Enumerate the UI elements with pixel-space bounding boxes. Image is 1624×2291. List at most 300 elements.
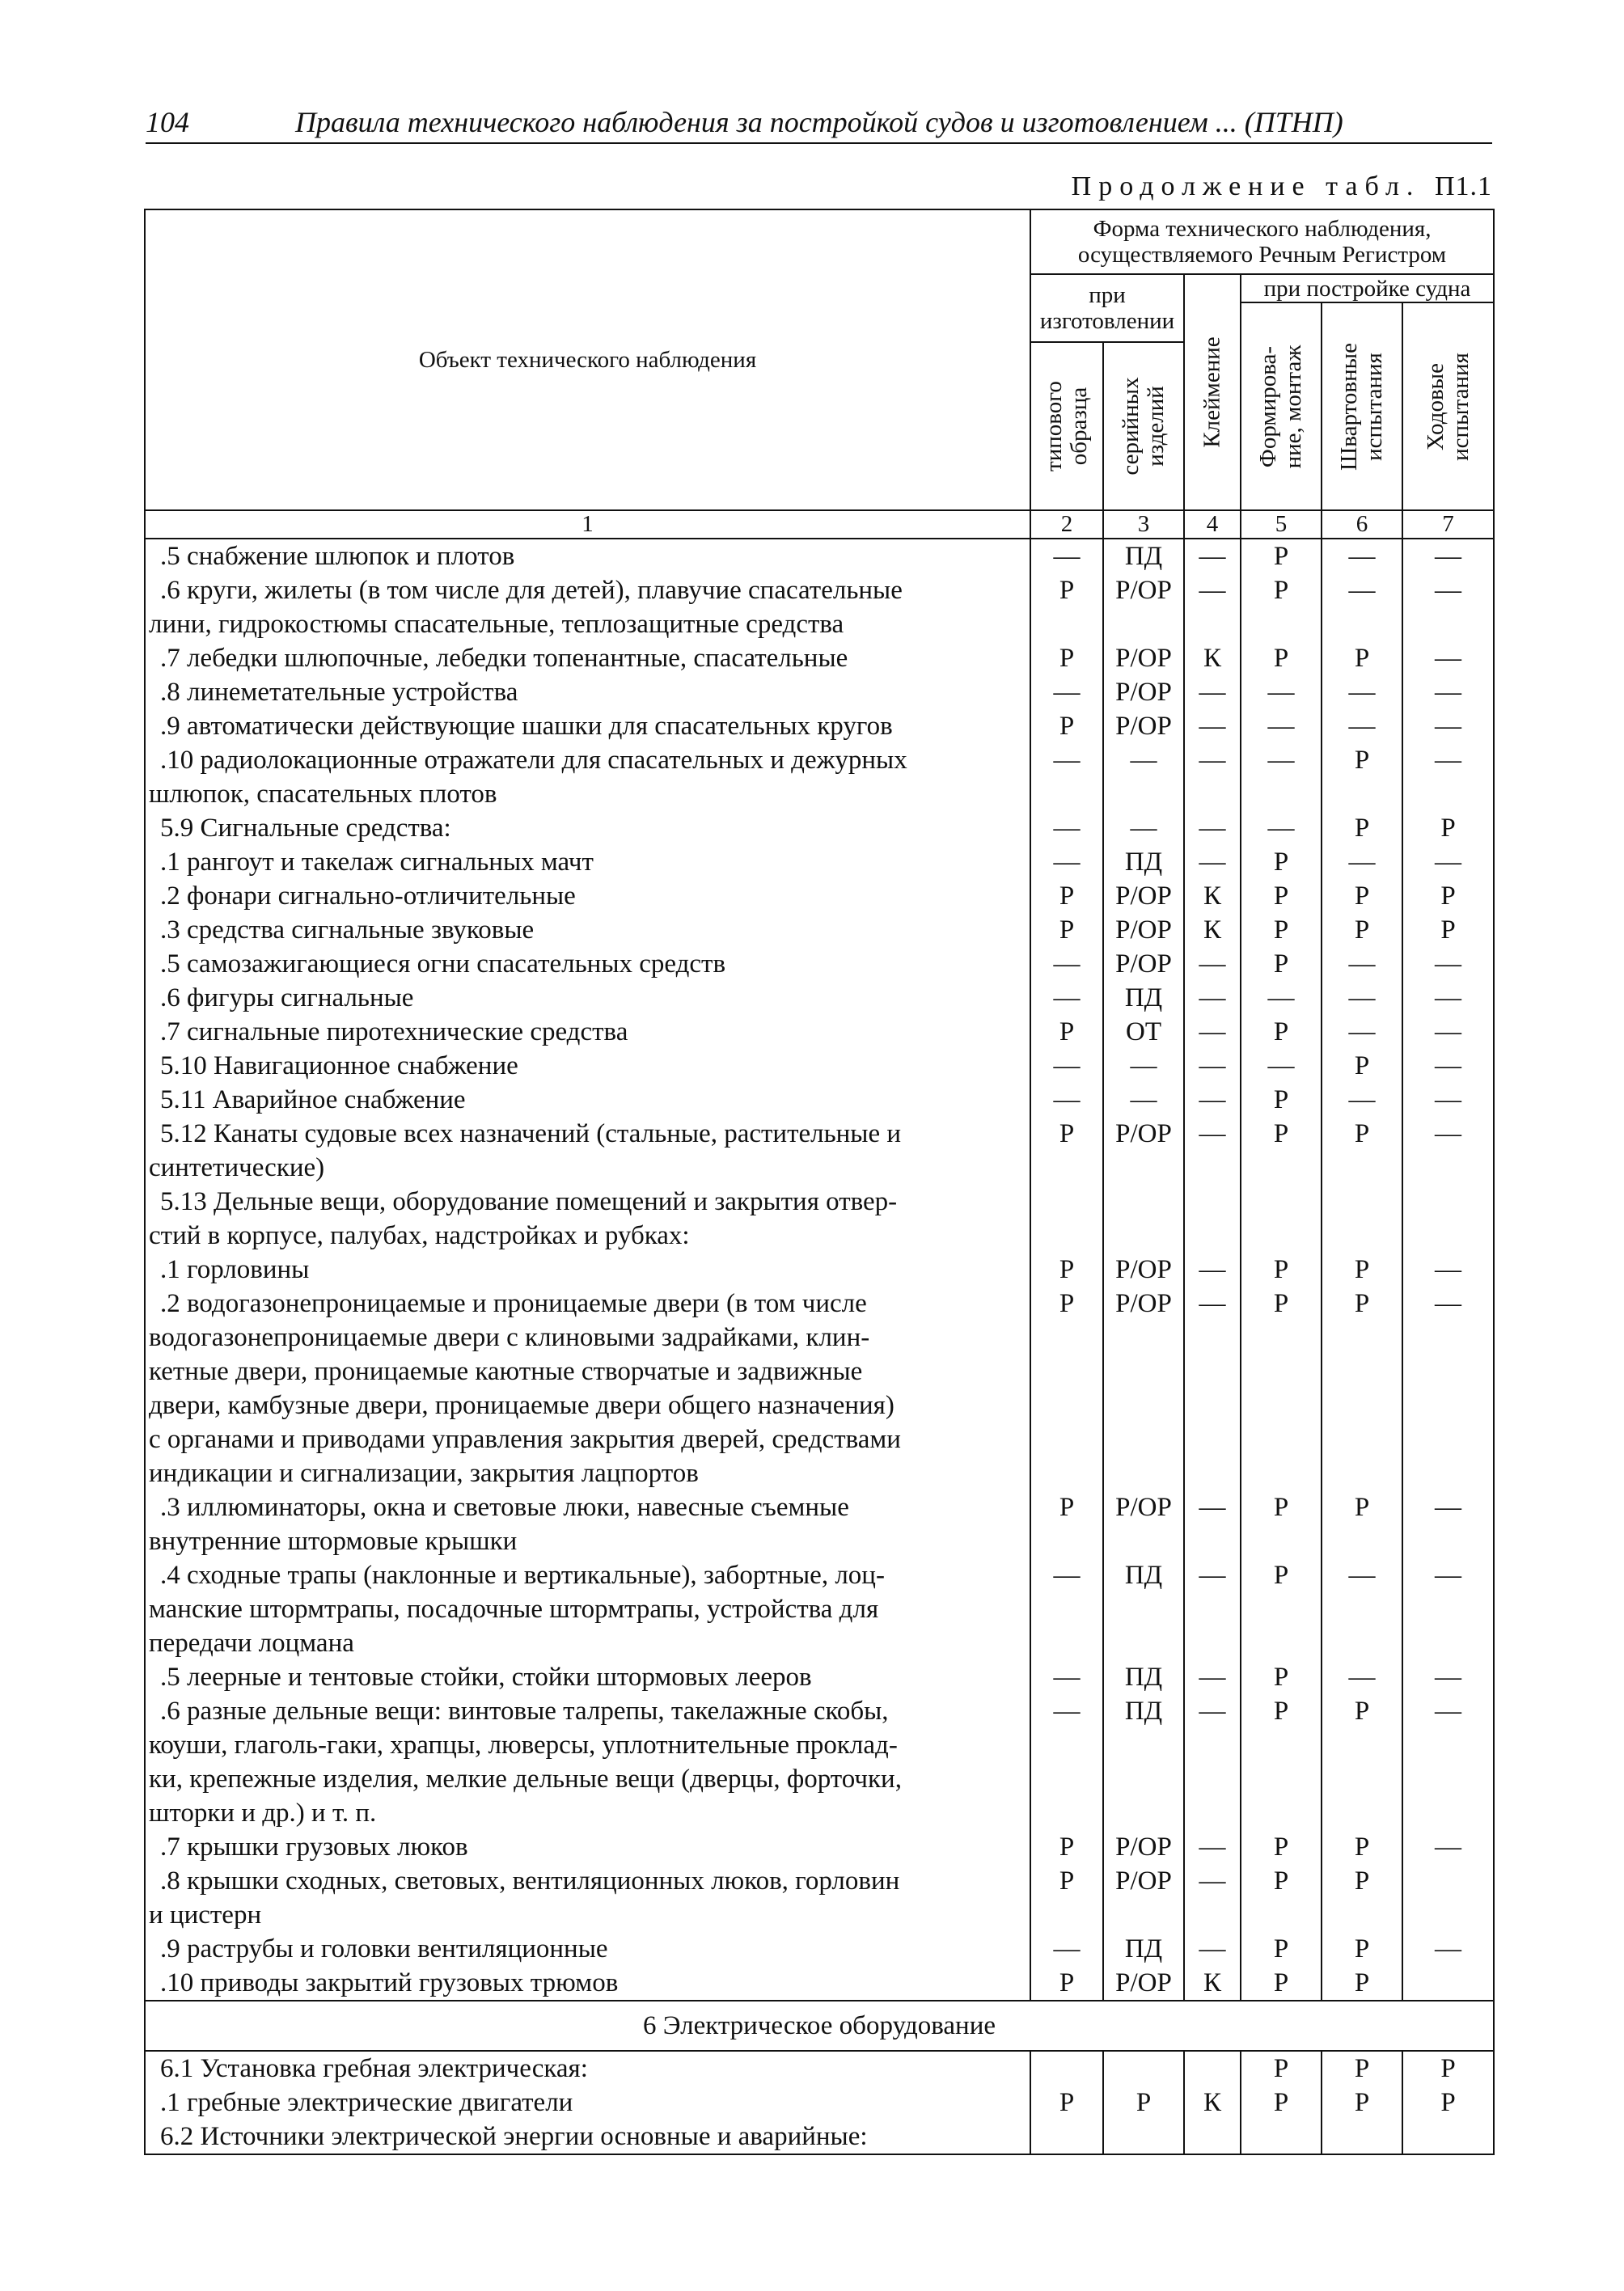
table-row: [145, 1558, 1494, 1660]
table-row: [145, 1083, 1494, 1117]
row-value-col-3: Р/ОР: [1103, 1490, 1184, 1558]
row-value-col-3: —: [1103, 1083, 1184, 1117]
col-mooring-header: [1322, 302, 1402, 510]
row-description: [145, 743, 1030, 811]
table-row: [145, 981, 1494, 1015]
row-value-col-7: —: [1402, 573, 1494, 641]
row-value-col-2: Р: [1030, 573, 1103, 641]
row-value-col-4: —: [1184, 1830, 1241, 1864]
row-value-col-5: Р: [1241, 1932, 1322, 1966]
row-value-col-2: Р: [1030, 1253, 1103, 1287]
table-row: [145, 2051, 1494, 2086]
row-value-col-6: Р: [1322, 1117, 1402, 1185]
row-value-col-3: [1103, 2120, 1184, 2154]
row-value-col-6: Р: [1322, 1287, 1402, 1490]
row-description-line: индикации и сигнализации, закрытия лацпортов: [149, 1459, 699, 1488]
row-description-line: .1 горловины: [160, 1255, 310, 1284]
row-value-col-7: Р: [1402, 879, 1494, 913]
row-value-col-3: Р: [1103, 2086, 1184, 2120]
row-value-col-7: —: [1402, 1490, 1494, 1558]
row-value-col-3: —: [1103, 811, 1184, 845]
row-value-col-4: —: [1184, 1660, 1241, 1694]
row-value-col-4: К: [1184, 2086, 1241, 2120]
row-description-line: шлюпок, спасательных плотов: [149, 780, 497, 809]
row-description-line: передачи лоцмана: [149, 1629, 354, 1658]
row-value-col-3: Р/ОР: [1103, 1287, 1184, 1490]
section-title: 6 Электрическое оборудование: [145, 2001, 1494, 2051]
row-value-col-7: —: [1402, 981, 1494, 1015]
row-value-col-4: —: [1184, 1083, 1241, 1117]
table-row: [145, 1185, 1494, 1253]
row-value-col-2: Р: [1030, 1830, 1103, 1864]
row-value-col-7: —: [1402, 1015, 1494, 1049]
table-body-section-6: [145, 2051, 1494, 2154]
row-description: [145, 1083, 1030, 1117]
row-value-col-7: [1402, 2120, 1494, 2154]
row-value-col-5: Р: [1241, 573, 1322, 641]
row-description-line: .9 автоматически действующие шашки для спасательных кругов: [160, 712, 893, 741]
row-value-col-3: ПД: [1103, 981, 1184, 1015]
row-value-col-5: —: [1241, 981, 1322, 1015]
row-value-col-4: —: [1184, 709, 1241, 743]
row-description: [145, 2051, 1030, 2086]
row-value-col-7: —: [1402, 1049, 1494, 1083]
row-value-col-3: Р/ОР: [1103, 1253, 1184, 1287]
row-description-line: ки, крепежные изделия, мелкие дельные вещи (дверцы, форточки,: [149, 1765, 902, 1794]
row-value-col-7: Р: [1402, 913, 1494, 947]
table-row: [145, 879, 1494, 913]
table-row: [145, 1015, 1494, 1049]
row-value-col-5: Р: [1241, 1966, 1322, 2001]
row-description: [145, 573, 1030, 641]
row-value-col-4: —: [1184, 675, 1241, 709]
manufacture-header-line2: изготовлении: [1039, 308, 1175, 335]
row-value-col-3: Р/ОР: [1103, 1830, 1184, 1864]
row-value-col-7: —: [1402, 1932, 1494, 1966]
row-value-col-2: Р: [1030, 1117, 1103, 1185]
row-value-col-4: —: [1184, 1558, 1241, 1660]
row-description: [145, 1932, 1030, 1966]
row-value-col-5: [1241, 2120, 1322, 2154]
col-serial-line2: изделий: [1143, 386, 1169, 467]
row-value-col-3: [1103, 2051, 1184, 2086]
row-value-col-4: —: [1184, 981, 1241, 1015]
row-value-col-4: К: [1184, 641, 1241, 675]
row-description-line: .8 крышки сходных, световых, вентиляционных люков, горловин: [160, 1866, 900, 1896]
col-sea-line1: Ходовые: [1422, 362, 1448, 450]
manufacture-header-line1: при: [1089, 282, 1126, 309]
row-value-col-6: Р: [1322, 2086, 1402, 2120]
row-description-line: манские штормтрапы, посадочные штормтрапы, устройства для: [149, 1595, 879, 1624]
row-value-col-7: —: [1402, 743, 1494, 811]
table-row: [145, 1490, 1494, 1558]
row-description-line: 6.2 Источники электрической энергии основные и аварийные:: [160, 2122, 868, 2151]
row-value-col-7: [1402, 1966, 1494, 2001]
row-value-col-5: Р: [1241, 1015, 1322, 1049]
row-value-col-6: —: [1322, 1660, 1402, 1694]
row-value-col-4: К: [1184, 1966, 1241, 2001]
row-description-line: .3 средства сигнальные звуковые: [160, 915, 535, 945]
row-description-line: .1 рангоут и такелаж сигнальных мачт: [160, 848, 594, 877]
row-value-col-3: Р/ОР: [1103, 1966, 1184, 2001]
row-value-col-2: Р: [1030, 1864, 1103, 1932]
col-mooring-line2: испытания: [1361, 352, 1387, 461]
row-description-line: .7 сигнальные пиротехнические средства: [160, 1017, 628, 1046]
row-value-col-4: —: [1184, 1287, 1241, 1490]
caption-text: Продолжение табл.: [1071, 171, 1421, 201]
row-value-col-2: Р: [1030, 1966, 1103, 2001]
table-row: [145, 845, 1494, 879]
row-value-col-3: —: [1103, 1049, 1184, 1083]
row-value-col-6: Р: [1322, 1932, 1402, 1966]
row-description: [145, 845, 1030, 879]
col-serial-line1: серийных: [1118, 377, 1144, 476]
row-value-col-5: —: [1241, 811, 1322, 845]
table-row: [145, 1117, 1494, 1185]
row-value-col-7: —: [1402, 1694, 1494, 1830]
row-value-col-5: Р: [1241, 539, 1322, 573]
row-value-col-6: —: [1322, 981, 1402, 1015]
col-typical-line2: образца: [1066, 387, 1092, 466]
table-row: [145, 1694, 1494, 1830]
row-value-col-4: —: [1184, 539, 1241, 573]
row-value-col-7: —: [1402, 1117, 1494, 1185]
caption-number: П1.1: [1434, 171, 1492, 201]
table-row: [145, 675, 1494, 709]
row-value-col-7: —: [1402, 1083, 1494, 1117]
row-description: [145, 1287, 1030, 1490]
row-value-col-6: —: [1322, 1558, 1402, 1660]
row-description: [145, 1117, 1030, 1185]
row-description-line: 5.9 Сигнальные средства:: [160, 814, 451, 843]
row-description-line: .9 раструбы и головки вентиляционные: [160, 1934, 608, 1963]
column-number: 1: [145, 510, 1030, 539]
row-description-line: .5 леерные и тентовые стойки, стойки штормовых лееров: [160, 1663, 812, 1692]
table-row: [145, 811, 1494, 845]
row-value-col-4: —: [1184, 1049, 1241, 1083]
row-value-col-4: —: [1184, 1864, 1241, 1932]
row-description: [145, 1660, 1030, 1694]
row-value-col-2: —: [1030, 1932, 1103, 1966]
row-value-col-5: Р: [1241, 1287, 1322, 1490]
row-value-col-4: —: [1184, 573, 1241, 641]
row-value-col-4: —: [1184, 1015, 1241, 1049]
row-value-col-4: —: [1184, 1694, 1241, 1830]
table-row: [145, 2120, 1494, 2154]
row-value-col-3: Р/ОР: [1103, 573, 1184, 641]
row-value-col-6: —: [1322, 845, 1402, 879]
inspection-table: [144, 209, 1495, 2155]
row-value-col-2: Р: [1030, 913, 1103, 947]
row-description-line: и цистерн: [149, 1900, 262, 1930]
row-value-col-4: К: [1184, 913, 1241, 947]
row-value-col-6: Р: [1322, 1490, 1402, 1558]
row-value-col-6: —: [1322, 1083, 1402, 1117]
row-value-col-5: Р: [1241, 2051, 1322, 2086]
row-value-col-3: Р/ОР: [1103, 913, 1184, 947]
row-value-col-5: Р: [1241, 641, 1322, 675]
object-header: Объект технического наблюдения: [145, 209, 1030, 510]
row-value-col-7: [1402, 1185, 1494, 1253]
row-value-col-2: —: [1030, 675, 1103, 709]
row-value-col-2: [1030, 2120, 1103, 2154]
row-description-line: .2 фонари сигнально-отличительные: [160, 881, 576, 911]
table-row: [145, 1660, 1494, 1694]
row-value-col-7: —: [1402, 675, 1494, 709]
row-value-col-6: —: [1322, 539, 1402, 573]
row-value-col-2: —: [1030, 1660, 1103, 1694]
row-value-col-2: [1030, 1185, 1103, 1253]
row-value-col-6: —: [1322, 709, 1402, 743]
row-value-col-4: —: [1184, 743, 1241, 811]
row-description: [145, 1185, 1030, 1253]
row-value-col-3: Р/ОР: [1103, 947, 1184, 981]
row-value-col-6: Р: [1322, 811, 1402, 845]
row-description-line: .6 фигуры сигнальные: [160, 983, 414, 1012]
row-description-line: .8 линеметательные устройства: [160, 678, 518, 707]
table-row: [145, 947, 1494, 981]
page-number: 104: [146, 106, 189, 138]
row-description-line: .10 радиолокационные отражатели для спасательных и дежурных: [160, 746, 907, 775]
row-value-col-2: Р: [1030, 1287, 1103, 1490]
row-value-col-7: —: [1402, 1253, 1494, 1287]
row-value-col-3: ПД: [1103, 845, 1184, 879]
row-value-col-7: Р: [1402, 2051, 1494, 2086]
row-description-line: внутренние штормовые крышки: [149, 1527, 518, 1556]
row-value-col-5: Р: [1241, 947, 1322, 981]
table-row: [145, 1932, 1494, 1966]
row-value-col-3: Р/ОР: [1103, 709, 1184, 743]
row-value-col-3: Р/ОР: [1103, 675, 1184, 709]
construction-header: при постройке судна: [1241, 274, 1494, 302]
manufacture-header: [1030, 274, 1184, 342]
row-value-col-6: Р: [1322, 1864, 1402, 1932]
row-description-line: стий в корпусе, палубах, надстройках и рубках:: [149, 1221, 690, 1250]
row-value-col-5: Р: [1241, 1117, 1322, 1185]
row-description-line: .1 гребные электрические двигатели: [160, 2088, 573, 2117]
column-number: 3: [1103, 510, 1184, 539]
row-value-col-7: Р: [1402, 811, 1494, 845]
row-description-line: .7 крышки грузовых люков: [160, 1832, 468, 1862]
row-description: [145, 1966, 1030, 2001]
row-description: [145, 1558, 1030, 1660]
row-description: [145, 2120, 1030, 2154]
row-value-col-4: —: [1184, 947, 1241, 981]
col-forming-line1: Формирова-: [1255, 345, 1281, 467]
table-row: [145, 641, 1494, 675]
row-value-col-3: Р/ОР: [1103, 1864, 1184, 1932]
row-value-col-5: Р: [1241, 913, 1322, 947]
form-header: [1030, 209, 1494, 274]
row-value-col-5: —: [1241, 743, 1322, 811]
row-description-line: синтетические): [149, 1153, 325, 1182]
row-description-line: 5.13 Дельные вещи, оборудование помещений и закрытия отвер-: [160, 1187, 898, 1216]
table-row: [145, 539, 1494, 573]
row-value-col-2: —: [1030, 845, 1103, 879]
row-value-col-6: —: [1322, 947, 1402, 981]
col-branding-header: [1184, 274, 1241, 510]
table-row: [145, 1253, 1494, 1287]
row-description-line: лини, гидрокостюмы спасательные, теплозащитные средства: [149, 610, 844, 639]
row-value-col-5: Р: [1241, 1558, 1322, 1660]
row-value-col-6: —: [1322, 675, 1402, 709]
row-value-col-4: [1184, 2051, 1241, 2086]
row-value-col-5: Р: [1241, 1830, 1322, 1864]
row-value-col-7: —: [1402, 1660, 1494, 1694]
table-row: [145, 1287, 1494, 1490]
row-value-col-2: Р: [1030, 879, 1103, 913]
row-value-col-4: —: [1184, 1490, 1241, 1558]
row-value-col-4: [1184, 1185, 1241, 1253]
row-value-col-4: [1184, 2120, 1241, 2154]
table-row: [145, 709, 1494, 743]
table-row: [145, 913, 1494, 947]
form-header-line2: осуществляемого Речным Регистром: [1077, 242, 1447, 268]
col-typical-line1: типового: [1041, 381, 1067, 472]
row-value-col-6: Р: [1322, 1966, 1402, 2001]
row-description: [145, 811, 1030, 845]
row-description-line: .4 сходные трапы (наклонные и вертикальные), забортные, лоц-: [160, 1561, 885, 1590]
row-value-col-6: —: [1322, 1015, 1402, 1049]
row-value-col-7: —: [1402, 845, 1494, 879]
row-value-col-2: Р: [1030, 1490, 1103, 1558]
row-value-col-5: Р: [1241, 1864, 1322, 1932]
row-value-col-2: —: [1030, 1049, 1103, 1083]
row-value-col-4: —: [1184, 1932, 1241, 1966]
running-title: Правила технического наблюдения за постройкой судов и изготовлением ... (ПТНП): [295, 106, 1343, 138]
row-description: [145, 1253, 1030, 1287]
row-value-col-4: —: [1184, 811, 1241, 845]
row-value-col-6: Р: [1322, 743, 1402, 811]
row-value-col-6: —: [1322, 573, 1402, 641]
table-row: [145, 1966, 1494, 2001]
row-value-col-3: Р/ОР: [1103, 641, 1184, 675]
col-serial-header: [1103, 342, 1184, 510]
row-value-col-7: [1402, 1864, 1494, 1932]
row-value-col-2: —: [1030, 1558, 1103, 1660]
row-description-line: 6.1 Установка гребная электрическая:: [160, 2054, 588, 2083]
row-description: [145, 1490, 1030, 1558]
row-value-col-4: —: [1184, 1253, 1241, 1287]
row-description-line: .6 разные дельные вещи: винтовые талрепы, такелажные скобы,: [160, 1697, 889, 1726]
row-value-col-6: [1322, 1185, 1402, 1253]
row-value-col-6: Р: [1322, 1694, 1402, 1830]
col-mooring-line1: Швартовные: [1336, 342, 1362, 471]
row-description-line: 5.10 Навигационное снабжение: [160, 1051, 518, 1080]
row-value-col-5: Р: [1241, 879, 1322, 913]
row-description-line: коуши, глаголь-гаки, храпцы, люверсы, уплотнительные проклад-: [149, 1731, 898, 1760]
row-value-col-5: —: [1241, 1049, 1322, 1083]
row-value-col-5: Р: [1241, 1253, 1322, 1287]
row-description-line: 5.12 Канаты судовые всех назначений (стальные, растительные и: [160, 1119, 902, 1148]
row-value-col-6: Р: [1322, 2051, 1402, 2086]
row-description: [145, 675, 1030, 709]
row-description: [145, 1694, 1030, 1830]
row-value-col-3: ПД: [1103, 1932, 1184, 1966]
row-value-col-2: —: [1030, 947, 1103, 981]
running-header: [146, 104, 1492, 144]
row-value-col-3: Р/ОР: [1103, 879, 1184, 913]
row-value-col-6: [1322, 2120, 1402, 2154]
row-description: [145, 2086, 1030, 2120]
table-body-section-5: [145, 539, 1494, 2001]
row-value-col-2: Р: [1030, 2086, 1103, 2120]
row-value-col-5: Р: [1241, 2086, 1322, 2120]
row-value-col-2: Р: [1030, 709, 1103, 743]
row-description: [145, 1864, 1030, 1932]
row-value-col-6: Р: [1322, 1049, 1402, 1083]
row-value-col-7: —: [1402, 1830, 1494, 1864]
row-value-col-2: [1030, 2051, 1103, 2086]
row-description-line: .5 снабжение шлюпок и плотов: [160, 542, 515, 571]
row-value-col-6: Р: [1322, 1253, 1402, 1287]
row-description-line: шторки и др.) и т. п.: [149, 1799, 377, 1828]
row-value-col-6: Р: [1322, 1830, 1402, 1864]
row-value-col-5: Р: [1241, 845, 1322, 879]
row-value-col-3: [1103, 1185, 1184, 1253]
row-value-col-7: —: [1402, 947, 1494, 981]
row-value-col-7: Р: [1402, 2086, 1494, 2120]
row-value-col-5: Р: [1241, 1660, 1322, 1694]
row-value-col-6: Р: [1322, 641, 1402, 675]
col-sea-header: [1402, 302, 1494, 510]
row-value-col-6: Р: [1322, 879, 1402, 913]
row-description-line: .7 лебедки шлюпочные, лебедки топенантные, спасательные: [160, 644, 848, 673]
row-description-line: водогазонепроницаемые двери с клиновыми задрайками, клин-: [149, 1323, 870, 1352]
col-sea-line2: испытания: [1447, 352, 1474, 461]
row-description-line: 5.11 Аварийное снабжение: [160, 1085, 466, 1114]
row-value-col-3: ПД: [1103, 1660, 1184, 1694]
row-description: [145, 641, 1030, 675]
row-value-col-2: —: [1030, 743, 1103, 811]
row-description-line: .10 приводы закрытий грузовых трюмов: [160, 1968, 619, 1997]
row-value-col-5: —: [1241, 675, 1322, 709]
table-row: [145, 2086, 1494, 2120]
row-value-col-7: —: [1402, 1558, 1494, 1660]
row-description: [145, 709, 1030, 743]
table-row: [145, 743, 1494, 811]
row-description-line: кетные двери, проницаемые каютные створчатые и задвижные: [149, 1357, 863, 1386]
row-value-col-2: Р: [1030, 641, 1103, 675]
row-value-col-5: —: [1241, 709, 1322, 743]
row-value-col-5: Р: [1241, 1694, 1322, 1830]
row-value-col-2: Р: [1030, 1015, 1103, 1049]
row-value-col-5: [1241, 1185, 1322, 1253]
row-description-line: .5 самозажигающиеся огни спасательных средств: [160, 949, 726, 979]
col-forming-line2: ние, монтаж: [1280, 344, 1306, 468]
row-value-col-7: —: [1402, 641, 1494, 675]
column-number: 7: [1402, 510, 1494, 539]
row-description-line: .2 водогазонепроницаемые и проницаемые двери (в том числе: [160, 1289, 867, 1318]
row-description: [145, 1830, 1030, 1864]
row-description: [145, 539, 1030, 573]
row-value-col-2: —: [1030, 811, 1103, 845]
column-number: 2: [1030, 510, 1103, 539]
row-value-col-7: —: [1402, 709, 1494, 743]
row-description: [145, 981, 1030, 1015]
row-description-line: двери, камбузные двери, проницаемые двери общего назначения): [149, 1391, 894, 1420]
row-description: [145, 1015, 1030, 1049]
row-value-col-2: —: [1030, 1083, 1103, 1117]
table-row: [145, 1830, 1494, 1864]
section-heading-row: [145, 2001, 1494, 2051]
row-value-col-7: —: [1402, 539, 1494, 573]
row-value-col-3: ПД: [1103, 1694, 1184, 1830]
row-value-col-4: —: [1184, 845, 1241, 879]
row-value-col-3: ПД: [1103, 539, 1184, 573]
column-number: 6: [1322, 510, 1402, 539]
table-row: [145, 573, 1494, 641]
